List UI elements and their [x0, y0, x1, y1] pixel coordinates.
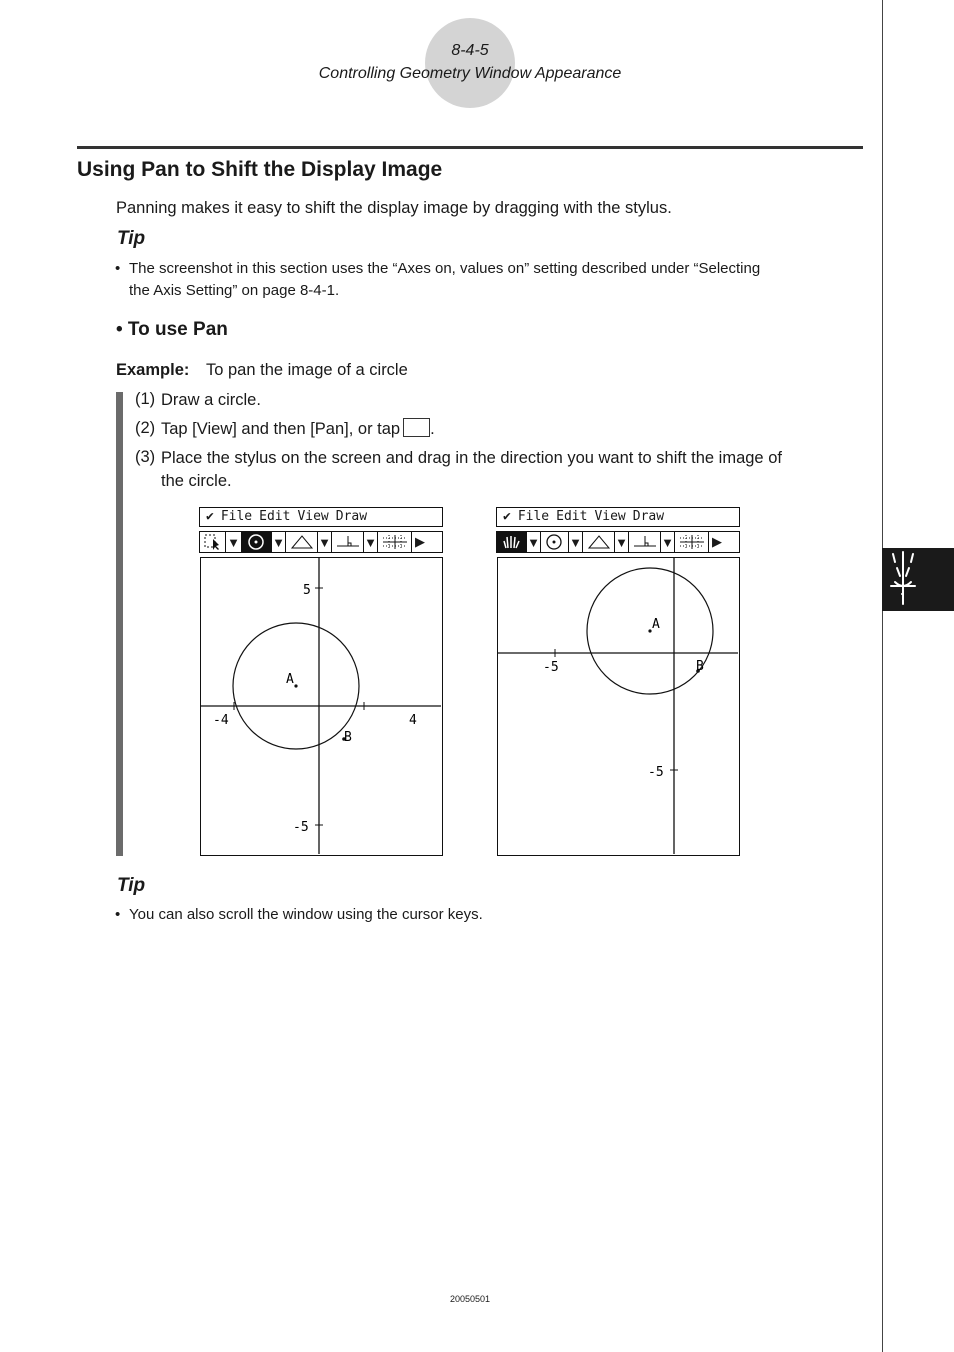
circle-tool-icon[interactable] — [541, 532, 569, 552]
tip-text-line2: the Axis Setting” on page 8-4-1. — [129, 282, 340, 299]
step-text-line1: Place the stylus on the screen and drag in the direction you want to shift the image of — [161, 449, 782, 467]
menu-view[interactable]: View — [297, 509, 329, 524]
chevron-down-icon[interactable]: ▼ — [364, 532, 378, 552]
toolbar — [199, 531, 443, 553]
geometry-graph-after[interactable] — [497, 557, 740, 856]
menu-draw[interactable]: Draw — [335, 509, 368, 524]
section-name: Controlling Geometry Window Appearance — [318, 65, 622, 82]
point-b-label: B — [696, 659, 704, 674]
triangle-tool-icon[interactable] — [286, 532, 318, 552]
pointer-icon[interactable] — [200, 532, 226, 552]
chevron-down-icon[interactable]: ▼ — [226, 532, 242, 552]
menu-file[interactable]: File — [517, 509, 550, 524]
step-number: (2) — [135, 419, 156, 437]
chevron-down-icon[interactable]: ▼ — [527, 532, 541, 552]
section-title-rule — [77, 146, 863, 149]
chevron-down-icon[interactable]: ▼ — [661, 532, 675, 552]
perpendicular-tool-icon[interactable] — [629, 532, 661, 552]
tip-bullet: • — [115, 906, 121, 923]
page-number: 8-4-5 — [451, 42, 489, 59]
x-axis-label-right: 4 — [409, 713, 417, 728]
geometry-graph-before[interactable] — [200, 557, 443, 856]
y-axis-label-bottom: -5 — [293, 820, 309, 835]
step-text — [161, 418, 861, 441]
menu-edit[interactable]: Edit — [556, 509, 588, 524]
x-axis-label-left: -5 — [543, 660, 559, 675]
step-text-end: . — [430, 420, 435, 438]
chapter-tab — [882, 548, 954, 611]
chevron-down-icon[interactable]: ▼ — [318, 532, 332, 552]
circle-tool-icon[interactable] — [242, 532, 272, 552]
y-axis-label-bottom: -5 — [648, 765, 664, 780]
chevron-down-icon[interactable]: ▼ — [272, 532, 286, 552]
pan-hand-icon[interactable] — [497, 532, 527, 552]
tip-bullet: • — [115, 260, 121, 277]
scroll-right-icon[interactable]: ▶ — [712, 534, 722, 549]
intro-text: Panning makes it easy to shift the display image by dragging with the stylus. — [116, 199, 672, 217]
tip-label: Tip — [117, 875, 146, 896]
step-number: (1) — [135, 390, 156, 408]
scroll-right-icon[interactable]: ▶ — [415, 534, 425, 549]
menu-view[interactable]: View — [594, 509, 626, 524]
margin-rule — [882, 0, 883, 1352]
menu-bar — [496, 507, 740, 527]
triangle-tool-icon[interactable] — [583, 532, 615, 552]
point-a-label: A — [286, 672, 294, 687]
step-text: Draw a circle. — [161, 391, 261, 409]
date-code: 20050501 — [449, 1294, 491, 1304]
toolbar — [496, 531, 740, 553]
x-axis-label-left: -4 — [213, 713, 229, 728]
tip-text: You can also scroll the window using the cursor keys. — [129, 906, 483, 923]
header-circle-decoration — [425, 18, 515, 108]
step-text-line2: the circle. — [161, 472, 232, 490]
chevron-down-icon[interactable]: ▼ — [615, 532, 629, 552]
perpendicular-tool-icon[interactable] — [332, 532, 364, 552]
menu-edit[interactable]: Edit — [259, 509, 291, 524]
menu-logo[interactable]: ✔ — [503, 509, 511, 524]
point-a-label: A — [652, 617, 660, 632]
chevron-down-icon[interactable]: ▼ — [569, 532, 583, 552]
menu-file[interactable]: File — [220, 509, 253, 524]
grid-icon[interactable] — [675, 532, 709, 552]
menu-draw[interactable]: Draw — [632, 509, 665, 524]
menu-bar — [199, 507, 443, 527]
grid-icon[interactable] — [378, 532, 412, 552]
example-label: Example: — [116, 361, 190, 379]
step-text-main: Tap [View] and then [Pan], or tap — [161, 420, 401, 438]
procedure-heading: • To use Pan — [116, 319, 228, 340]
procedure-side-bar — [116, 392, 123, 856]
example-text: To pan the image of a circle — [206, 361, 408, 379]
step-number: (3) — [135, 448, 156, 466]
tip-label: Tip — [117, 228, 146, 249]
geometry-chapter-icon — [882, 548, 954, 611]
section-title: Using Pan to Shift the Display Image — [77, 158, 443, 181]
pan-hand-icon — [403, 418, 430, 437]
y-axis-label-top: 5 — [303, 583, 311, 598]
point-b-label: B — [344, 730, 352, 745]
menu-logo[interactable]: ✔ — [206, 509, 214, 524]
tip-text-line1: The screenshot in this section uses the “Axes on, values on” setting described under “Selecting — [129, 260, 761, 277]
